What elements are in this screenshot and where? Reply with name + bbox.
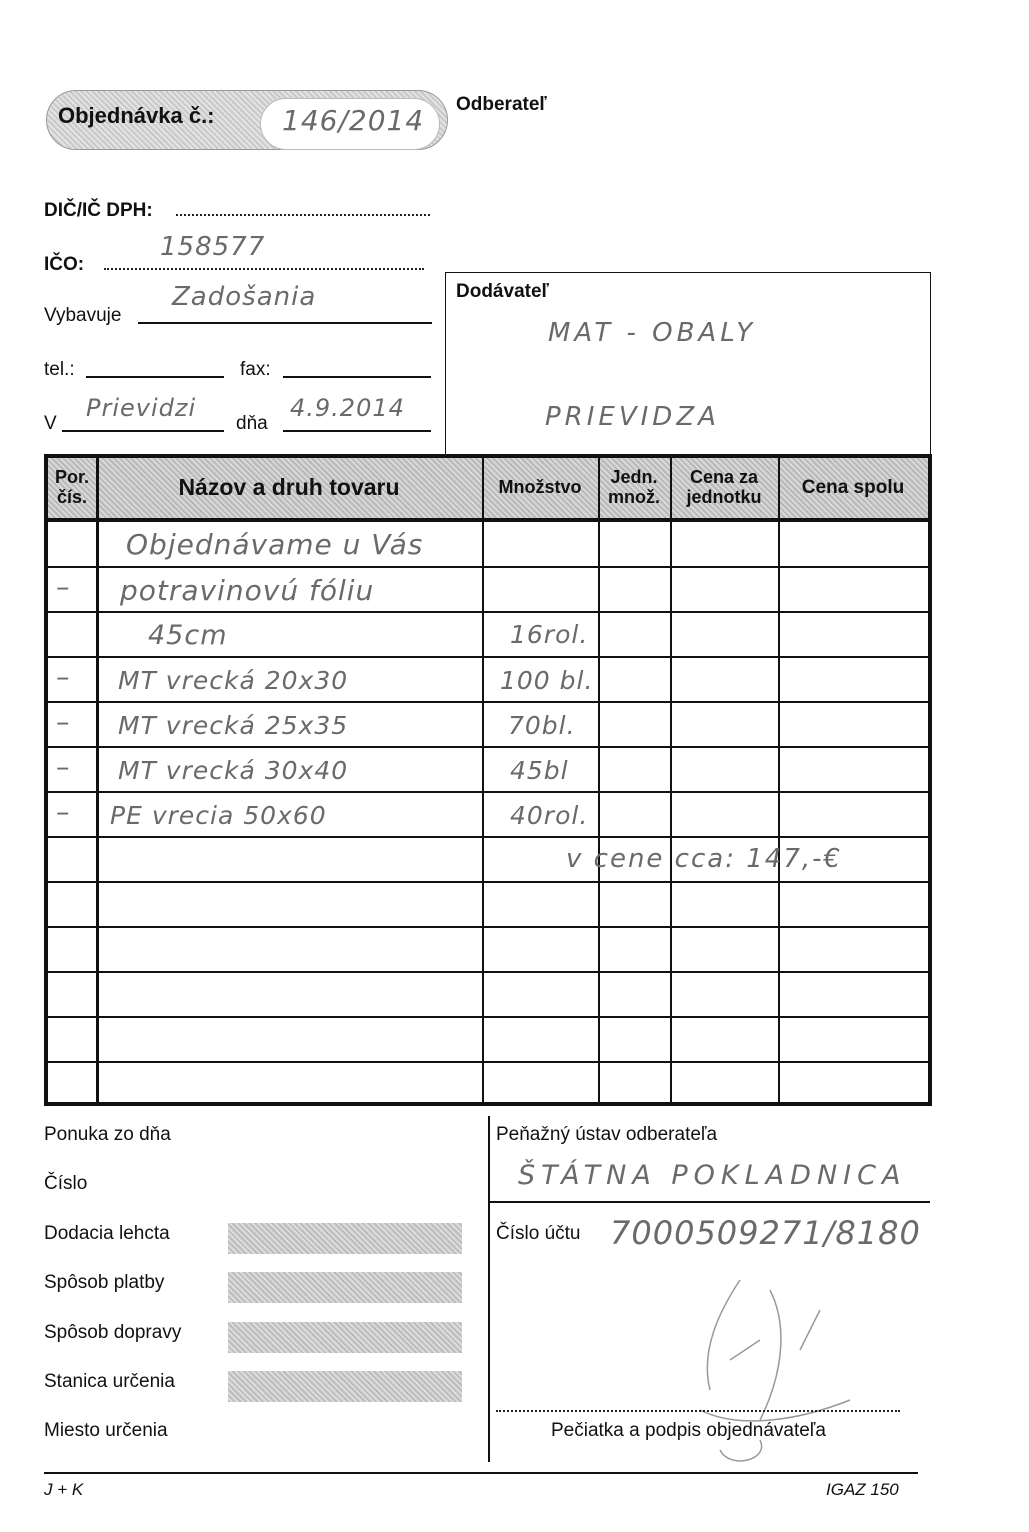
row-line bbox=[48, 881, 928, 883]
row-3-nazov: 45cm bbox=[148, 620, 228, 651]
row-line bbox=[48, 836, 928, 838]
row-2-nazov: potravinovú fóliu bbox=[120, 574, 375, 607]
row-line bbox=[48, 611, 928, 613]
signature-line bbox=[496, 1410, 900, 1412]
dic-line bbox=[176, 214, 430, 216]
sposob-platby-label: Spôsob platby bbox=[44, 1272, 165, 1293]
row-7-mnozstvo: 40rol. bbox=[510, 801, 589, 830]
vybavuje-value: Zadošania bbox=[172, 282, 317, 312]
dic-label: DIČ/IČ DPH: bbox=[44, 200, 153, 221]
row-7-nazov: PE vrecia 50x60 bbox=[110, 801, 327, 830]
row-3-mnozstvo: 16rol. bbox=[510, 620, 589, 649]
tel-line bbox=[86, 376, 224, 378]
sposob-platby-field bbox=[228, 1272, 462, 1303]
header-nazov: Názov a druh tovaru bbox=[178, 474, 400, 501]
account-label: Číslo účtu bbox=[496, 1223, 581, 1244]
dodacia-field bbox=[228, 1223, 462, 1254]
row-5-mnozstvo: 70bl. bbox=[508, 711, 576, 740]
v-line bbox=[62, 430, 224, 432]
header-cena-spolu: Cena spolu bbox=[801, 476, 905, 498]
cislo-label: Číslo bbox=[44, 1173, 88, 1194]
table-header bbox=[48, 458, 928, 522]
fax-label: fax: bbox=[240, 359, 271, 380]
row-line bbox=[48, 566, 928, 568]
bank-line bbox=[488, 1201, 930, 1203]
dna-value: 4.9.2014 bbox=[290, 394, 405, 422]
order-number-value: 146/2014 bbox=[282, 104, 425, 137]
customer-label: Odberateľ bbox=[456, 94, 547, 115]
ico-label: IČO: bbox=[44, 254, 85, 275]
form-code: IGAZ 150 bbox=[826, 1480, 899, 1499]
printer-mark: J + K bbox=[44, 1480, 84, 1499]
row-4-nazov: MT vrecká 20x30 bbox=[118, 666, 349, 695]
row-6-nazov: MT vrecká 30x40 bbox=[118, 756, 349, 785]
row-line bbox=[48, 656, 928, 658]
dna-line bbox=[283, 430, 431, 432]
header-cena-jedn: Cena za jednotku bbox=[686, 467, 762, 507]
sposob-dopravy-field bbox=[228, 1322, 462, 1353]
row-2-por: – bbox=[56, 572, 71, 603]
signature-label: Pečiatka a podpis objednávateľa bbox=[551, 1420, 826, 1441]
header-mnozstvo: Množstvo bbox=[498, 477, 582, 498]
ico-line bbox=[104, 268, 424, 270]
tel-label: tel.: bbox=[44, 359, 75, 380]
row-5-nazov: MT vrecká 25x35 bbox=[118, 711, 349, 740]
col-line bbox=[96, 458, 99, 1102]
header-jedn: Jedn. množ. bbox=[608, 467, 660, 507]
col-line bbox=[670, 458, 672, 1102]
dna-label: dňa bbox=[236, 413, 268, 434]
fax-line bbox=[283, 376, 431, 378]
v-value: Prievidzi bbox=[86, 394, 197, 422]
row-4-mnozstvo: 100 bl. bbox=[500, 666, 594, 695]
ponuka-label: Ponuka zo dňa bbox=[44, 1124, 171, 1145]
bank-label: Peňažný ústav odberateľa bbox=[496, 1124, 718, 1145]
bank-value: ŠTÁTNA POKLADNICA bbox=[518, 1160, 907, 1191]
supplier-city: PRIEVIDZA bbox=[545, 402, 720, 432]
dodacia-label: Dodacia lehcta bbox=[44, 1223, 170, 1244]
stanica-field bbox=[228, 1371, 462, 1402]
total-note: v cene cca: 147,-€ bbox=[566, 844, 843, 874]
row-1-nazov: Objednávame u Vás bbox=[126, 528, 424, 561]
row-line bbox=[48, 791, 928, 793]
footer-divider bbox=[488, 1116, 490, 1462]
col-line bbox=[482, 458, 484, 1102]
col-line bbox=[598, 458, 600, 1102]
bottom-line bbox=[44, 1472, 918, 1474]
row-5-por: – bbox=[56, 707, 71, 738]
row-6-por: – bbox=[56, 752, 71, 783]
vybavuje-line bbox=[138, 322, 432, 324]
supplier-label: Dodávateľ bbox=[456, 281, 549, 302]
row-line bbox=[48, 971, 928, 973]
ico-value: 158577 bbox=[160, 232, 266, 262]
row-line bbox=[48, 701, 928, 703]
col-line bbox=[778, 458, 780, 1102]
row-4-por: – bbox=[56, 662, 71, 693]
row-6-mnozstvo: 45bl bbox=[510, 756, 569, 785]
row-7-por: – bbox=[56, 797, 71, 828]
vybavuje-label: Vybavuje bbox=[44, 305, 122, 326]
v-label: V bbox=[44, 413, 57, 434]
items-table bbox=[44, 454, 932, 1106]
order-label: Objednávka č.: bbox=[58, 103, 215, 128]
account-value: 7000509271/8180 bbox=[610, 1214, 921, 1252]
supplier-name: MAT - OBALY bbox=[548, 318, 757, 348]
header-por: Por. čís. bbox=[54, 467, 89, 507]
sposob-dopravy-label: Spôsob dopravy bbox=[44, 1322, 182, 1343]
row-line bbox=[48, 1016, 928, 1018]
miesto-label: Miesto určenia bbox=[44, 1420, 168, 1441]
row-line bbox=[48, 926, 928, 928]
row-line bbox=[48, 746, 928, 748]
stanica-label: Stanica určenia bbox=[44, 1371, 175, 1392]
row-line bbox=[48, 1061, 928, 1063]
